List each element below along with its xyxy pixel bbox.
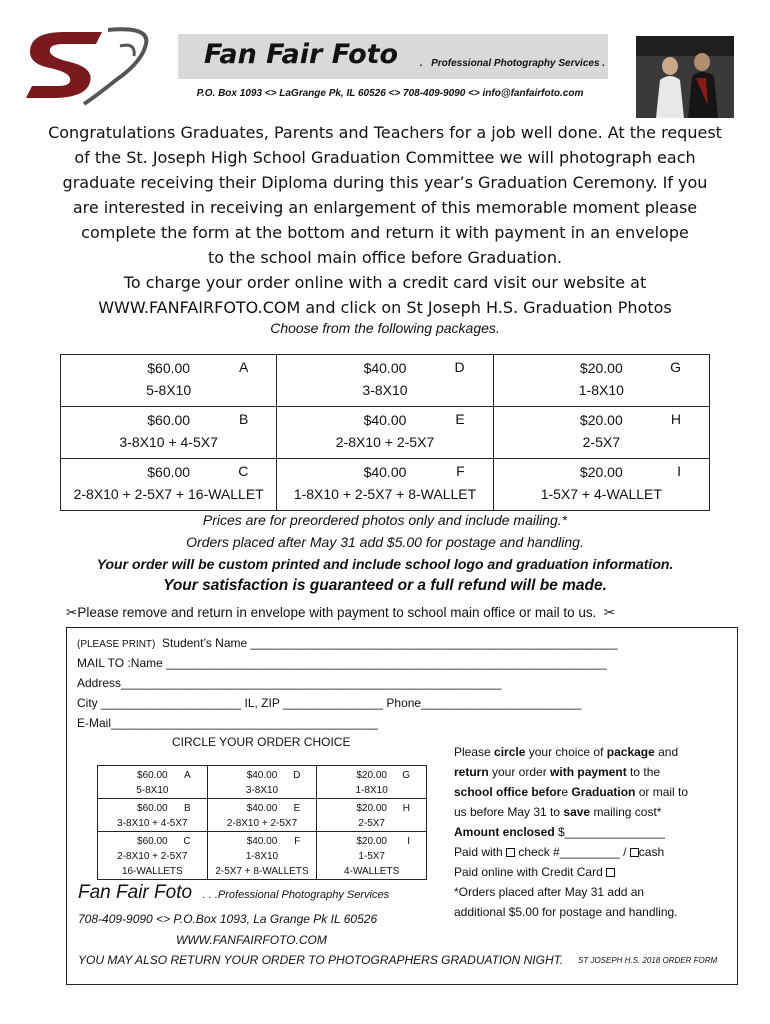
package-row: [61, 355, 710, 407]
footer-website: WWW.FANFAIRFOTO.COM: [176, 933, 327, 947]
choice-cell[interactable]: $20.00 H 2-5X7: [317, 799, 427, 832]
package-cell: $40.00 F 1-8X10 + 2-5X7 + 8-WALLET: [277, 459, 493, 511]
instr-line: return your order with payment to the: [454, 765, 661, 779]
choice-cell[interactable]: $40.00 D 3-8X10: [207, 766, 317, 799]
footer-brand: Fan Fair Foto . . .Professional Photography Services: [78, 882, 390, 903]
intro-line: are interested in receiving an enlargement of this memorable moment please: [72, 198, 698, 217]
intro-line: graduate receiving their Diploma during this year’s Graduation Ceremony. If you: [62, 173, 708, 192]
brand-tagline: . Professional Photography Services .: [420, 58, 606, 69]
check-checkbox[interactable]: [506, 848, 515, 857]
cash-checkbox[interactable]: [630, 848, 639, 857]
brand-title: Fan Fair Foto: [204, 39, 399, 70]
package-cell: $20.00 G 1-8X10: [493, 355, 709, 407]
intro-line: complete the form at the bottom and return it with payment in an envelope: [81, 223, 689, 242]
mail-to-name-field[interactable]: MAIL TO :Name __________________________________________________________________: [77, 656, 607, 670]
instr-line: us before May 31 to save mailing cost*: [454, 805, 662, 819]
paid-online-line: Paid online with Credit Card: [454, 862, 704, 882]
choice-cell[interactable]: $20.00 G 1-8X10: [317, 766, 427, 799]
scissors-icon: ✂: [66, 605, 78, 620]
choice-cell[interactable]: $20.00 I 1-5X7 4-WALLETS: [317, 832, 427, 880]
graduates-image-icon: [636, 36, 734, 118]
package-table: [60, 354, 710, 511]
scissors-icon: ✂: [603, 605, 616, 620]
note-custom-print: Your order will be custom printed and include school logo and graduation information.: [96, 556, 674, 572]
choose-heading: Choose from the following packages.: [270, 320, 500, 336]
cut-line: ✂Please remove and return in envelope with payment to school main office or mail to us. ✂: [66, 605, 616, 620]
instr-line: Please circle your choice of package and: [454, 745, 679, 759]
choice-cell[interactable]: $60.00 A 5-8X10: [98, 766, 208, 799]
credit-card-checkbox[interactable]: [606, 868, 615, 877]
graduation-photo: [636, 36, 734, 118]
choice-cell[interactable]: $60.00 B 3-8X10 + 4-5X7: [98, 799, 208, 832]
sj-logo-icon: [24, 22, 154, 106]
intro-line: to the school main office before Graduation.: [207, 248, 563, 267]
package-cell: $60.00 B 3-8X10 + 4-5X7: [61, 407, 277, 459]
paid-with-line: Paid with check #_________ / cash: [454, 845, 665, 859]
package-cell: $20.00 H 2-5X7: [493, 407, 709, 459]
choice-row: [98, 832, 427, 880]
choice-row: [98, 799, 427, 832]
instr-line: *Orders placed after May 31 add an: [454, 885, 645, 899]
city-zip-phone-field[interactable]: City _____________________ IL, ZIP _______________ Phone________________________: [77, 696, 582, 710]
intro-line: WWW.FANFAIRFOTO.COM and click on St Joseph H.S. Graduation Photos: [98, 298, 672, 317]
email-field[interactable]: E-Mail________________________________________: [77, 716, 378, 730]
student-name-field[interactable]: (PLEASE PRINT) Student’s Name _______________________________________________________: [77, 636, 618, 650]
choice-cell[interactable]: $60.00 C 2-8X10 + 2-5X7 16-WALLETS: [98, 832, 208, 880]
package-cell: $60.00 A 5-8X10: [61, 355, 277, 407]
note-guarantee: Your satisfaction is guaranteed or a full refund will be made.: [163, 577, 607, 594]
intro-text: [20, 120, 750, 320]
package-cell: $40.00 D 3-8X10: [277, 355, 493, 407]
sj-logo: [24, 22, 154, 106]
footer-address: 708-409-9090 <> P.O.Box 1093, La Grange Pk IL 60526: [78, 912, 378, 926]
package-cell: $20.00 I 1-5X7 + 4-WALLET: [493, 459, 709, 511]
intro-line: of the St. Joseph High School Graduation Committee we will photograph each: [74, 148, 696, 167]
note-prices: Prices are for preordered photos only and include mailing.*: [202, 512, 568, 528]
package-cell: $60.00 C 2-8X10 + 2-5X7 + 16-WALLET: [61, 459, 277, 511]
choice-cell[interactable]: $40.00 F 1-8X10 2-5X7 + 8-WALLETS: [207, 832, 317, 880]
form-code: ST JOSEPH H.S. 2018 ORDER FORM: [578, 956, 718, 965]
package-row: [61, 407, 710, 459]
instr-line: school office before Graduation or mail to: [454, 785, 689, 799]
address-field[interactable]: Address_________________________________________________________: [77, 676, 502, 690]
package-cell: $40.00 E 2-8X10 + 2-5X7: [277, 407, 493, 459]
footer-return-note: YOU MAY ALSO RETURN YOUR ORDER TO PHOTOGRAPHERS GRADUATION NIGHT.: [78, 953, 564, 967]
pricing-notes: [20, 509, 750, 597]
header-banner: [178, 34, 608, 79]
package-row: [61, 459, 710, 511]
order-choice-table: [97, 765, 427, 880]
circle-choice-heading: CIRCLE YOUR ORDER CHOICE: [172, 735, 351, 749]
amount-enclosed-field[interactable]: Amount enclosed $_______________: [454, 825, 665, 839]
choice-cell[interactable]: $40.00 E 2-8X10 + 2-5X7: [207, 799, 317, 832]
intro-line: Congratulations Graduates, Parents and Teachers for a job well done. At the request: [48, 123, 722, 142]
choice-row: [98, 766, 427, 799]
intro-line: To charge your order online with a credit card visit our website at: [123, 273, 647, 292]
instr-line: additional $5.00 for postage and handling.: [454, 905, 678, 919]
payment-instructions: [454, 742, 704, 922]
contact-line: P.O. Box 1093 <> LaGrange Pk, IL 60526 <> 708-409-9090 <> info@fanfairfoto.com: [196, 88, 584, 99]
note-late-orders: Orders placed after May 31 add $5.00 for postage and handling.: [186, 534, 584, 550]
